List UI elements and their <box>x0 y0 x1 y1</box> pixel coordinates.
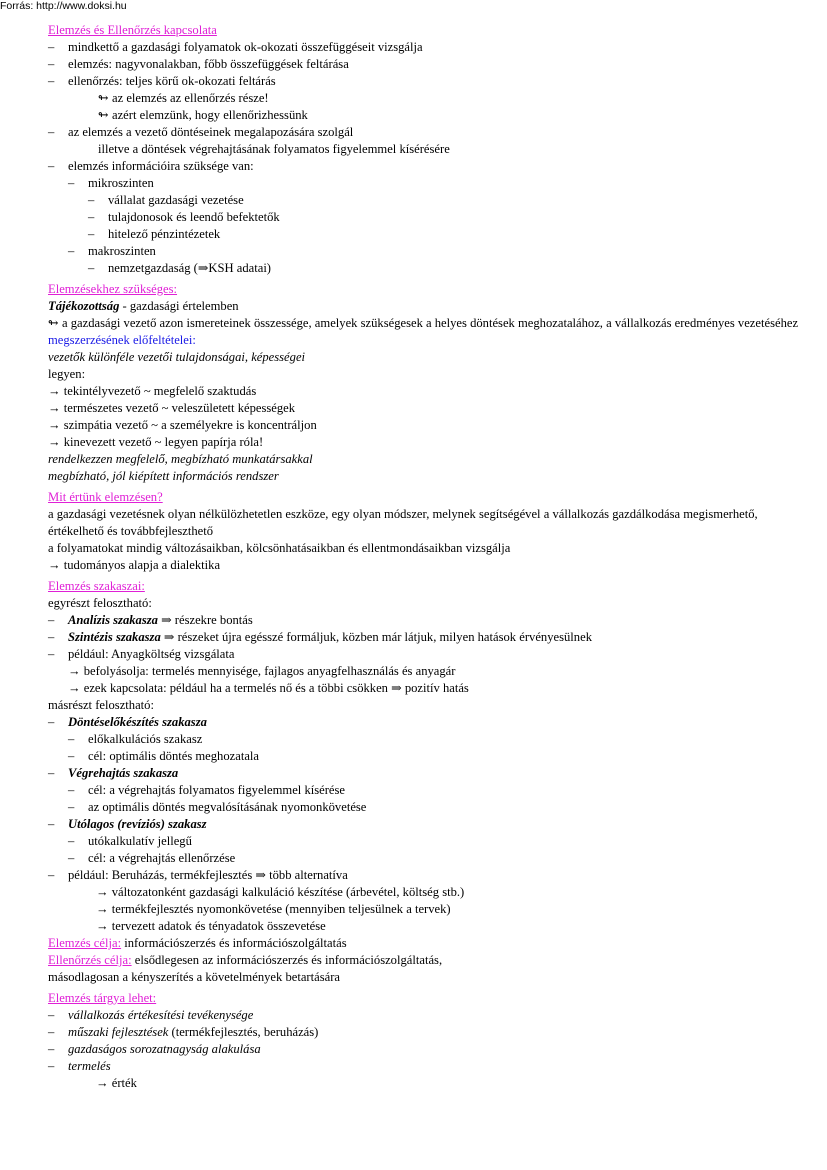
list-item: – makroszinten <box>68 244 156 258</box>
list-item: – hitelező pénzintézetek <box>88 227 221 241</box>
arrow-item: → kinevezett vezető ~ legyen papírja róla! <box>48 435 264 449</box>
section-title-szukseges: Elemzésekhez szükséges: <box>48 282 178 296</box>
list-item: – utókalkulatív jellegű <box>68 834 192 848</box>
list-item: – cél: a végrehajtás folyamatos figyelemmel kísérése <box>68 783 346 797</box>
goal-line-elemzes: Elemzés célja: információszerzés és információszolgáltatás <box>48 936 347 950</box>
arrow-item: → befolyásolja: termelés mennyisége, fajlagos anyagfelhasználás és anyagár <box>68 664 456 678</box>
list-item: – az optimális döntés megvalósításának nyomonkövetése <box>68 800 367 814</box>
list-item-continuation: illetve a döntések végrehajtásának folyamatos figyelemmel kísérésére <box>98 142 450 156</box>
arrow-icon: → <box>96 885 112 899</box>
list-item: – vállalkozás értékesítési tevékenysége <box>48 1008 254 1022</box>
list-item: – Utólagos (revíziós) szakasz <box>48 817 207 831</box>
list-item: – például: Anyagköltség vizsgálata <box>48 647 235 661</box>
list-item: – vállalat gazdasági vezetése <box>88 193 244 207</box>
arrow-icon: → <box>48 435 64 449</box>
arrow-icon: → <box>68 664 84 678</box>
list-item: – mindkettő a gazdasági folyamatok ok-okozati összefüggéseit vizsgálja <box>48 40 423 54</box>
goal-line-ellenorzes: Ellenőrzés célja: elsődlegesen az információszerzés és információszolgáltatás, <box>48 953 443 967</box>
list-item: – cél: a végrehajtás ellenőrzése <box>68 851 236 865</box>
hook-arrow-icon: ↬ <box>98 108 109 122</box>
arrow-item: → ezek kapcsolata: például ha a termelés nő és a többi csökken ⇒ pozitív hatás <box>68 681 469 695</box>
arrow-item: → természetes vezető ~ veleszületett képességek <box>48 401 296 415</box>
goal-line-continuation: másodlagosan a kényszerítés a követelmények betartására <box>48 970 340 984</box>
section-title-szakaszai: Elemzés szakaszai: <box>48 579 145 593</box>
arrow-icon: → <box>96 919 112 933</box>
paragraph: a folyamatokat mindig változásaikban, kölcsönhatásaikban és ellentmondásaikban vizsgálja <box>48 541 511 555</box>
list-item: – műszaki fejlesztések (termékfejlesztés, beruházás) <box>48 1025 319 1039</box>
list-item: – például: Beruházás, termékfejlesztés ⇒ több alternatíva <box>48 868 348 882</box>
arrow-icon: → <box>96 1076 112 1090</box>
list-item: – mikroszinten <box>68 176 154 190</box>
arrow-icon: → <box>48 418 64 432</box>
list-item: – elemzés: nagyvonalakban, főbb összefüggések feltárása <box>48 57 349 71</box>
text-line: megbízható, jól kiépített információs rendszer <box>48 469 279 483</box>
list-item: ↬ azért elemzünk, hogy ellenőrizhessünk <box>98 108 308 122</box>
text-line: rendelkezzen megfelelő, megbízható munkatársakkal <box>48 452 313 466</box>
text-line: másrészt felosztható: <box>48 698 154 712</box>
arrow-item: → változatonként gazdasági kalkuláció készítése (árbevétel, költség stb.) <box>96 885 465 899</box>
arrow-icon: → <box>96 902 112 916</box>
arrow-icon: → <box>48 384 64 398</box>
section-title-kapcsolata: Elemzés és Ellenőrzés kapcsolata <box>48 23 217 37</box>
text-line: vezetők különféle vezetői tulajdonságai, képességei <box>48 350 306 364</box>
list-item: – Szintézis szakasza ⇒ részeket újra egésszé formáljuk, közben már látjuk, milyen hatások érvényesülnek <box>48 630 592 644</box>
arrow-item: → tudományos alapja a dialektika <box>48 558 221 572</box>
list-item: – cél: optimális döntés meghozatala <box>68 749 260 763</box>
arrow-item: → termékfejlesztés nyomonkövetése (mennyiben teljesülnek a tervek) <box>96 902 451 916</box>
document-body <box>48 22 808 1092</box>
subheading-prerequisites: megszerzésének előfeltételei: <box>48 333 196 347</box>
section-title-mit-ertunk: Mit értünk elemzésen? <box>48 490 163 504</box>
list-item: – gazdaságos sorozatnagyság alakulása <box>48 1042 261 1056</box>
arrow-icon: → <box>68 681 84 695</box>
arrow-icon: → <box>48 401 64 415</box>
list-item: – Döntéselőkészítés szakasza <box>48 715 207 729</box>
hook-arrow-icon: ↬ <box>98 91 109 105</box>
definition-line: Tájékozottság - gazdasági értelemben <box>48 299 239 313</box>
list-item: – Végrehajtás szakasza <box>48 766 179 780</box>
definition-text: ↬ a gazdasági vezető azon ismereteinek összessége, amelyek szükségesek a helyes döntések meghozatalához, a vállalkozás eredményes vezetéséhez <box>48 316 799 330</box>
list-item: – Analízis szakasza ⇒ részekre bontás <box>48 613 253 627</box>
list-item: – termelés <box>48 1059 111 1073</box>
text-line: legyen: <box>48 367 86 381</box>
arrow-item: → tervezett adatok és tényadatok összevetése <box>96 919 326 933</box>
list-item: – tulajdonosok és leendő befektetők <box>88 210 280 224</box>
arrow-item: → tekintélyvezető ~ megfelelő szaktudás <box>48 384 257 398</box>
arrow-item: → érték <box>96 1076 137 1090</box>
list-item: ↬ az elemzés az ellenőrzés része! <box>98 91 269 105</box>
arrow-item: → szimpátia vezető ~ a személyekre is koncentráljon <box>48 418 317 432</box>
arrow-icon: → <box>48 558 64 572</box>
list-item: – ellenőrzés: teljes körű ok-okozati feltárás <box>48 74 276 88</box>
hook-arrow-icon: ↬ <box>48 316 59 330</box>
list-item: – elemzés információira szüksége van: <box>48 159 254 173</box>
list-item: – nemzetgazdaság (⇒KSH adatai) <box>88 261 272 275</box>
paragraph: a gazdasági vezetésnek olyan nélkülözhetetlen eszköze, egy olyan módszer, melynek segítségével a vállalkozás gazdálkodása megismerhető, értékelhető és továbbfejleszthető <box>48 507 758 538</box>
list-item: – az elemzés a vezető döntéseinek megalapozására szolgál <box>48 125 354 139</box>
source-line: Forrás: http://www.doksi.hu <box>0 0 127 12</box>
section-title-targya: Elemzés tárgya lehet: <box>48 991 157 1005</box>
list-item: – előkalkulációs szakasz <box>68 732 203 746</box>
text-line: egyrészt felosztható: <box>48 596 152 610</box>
